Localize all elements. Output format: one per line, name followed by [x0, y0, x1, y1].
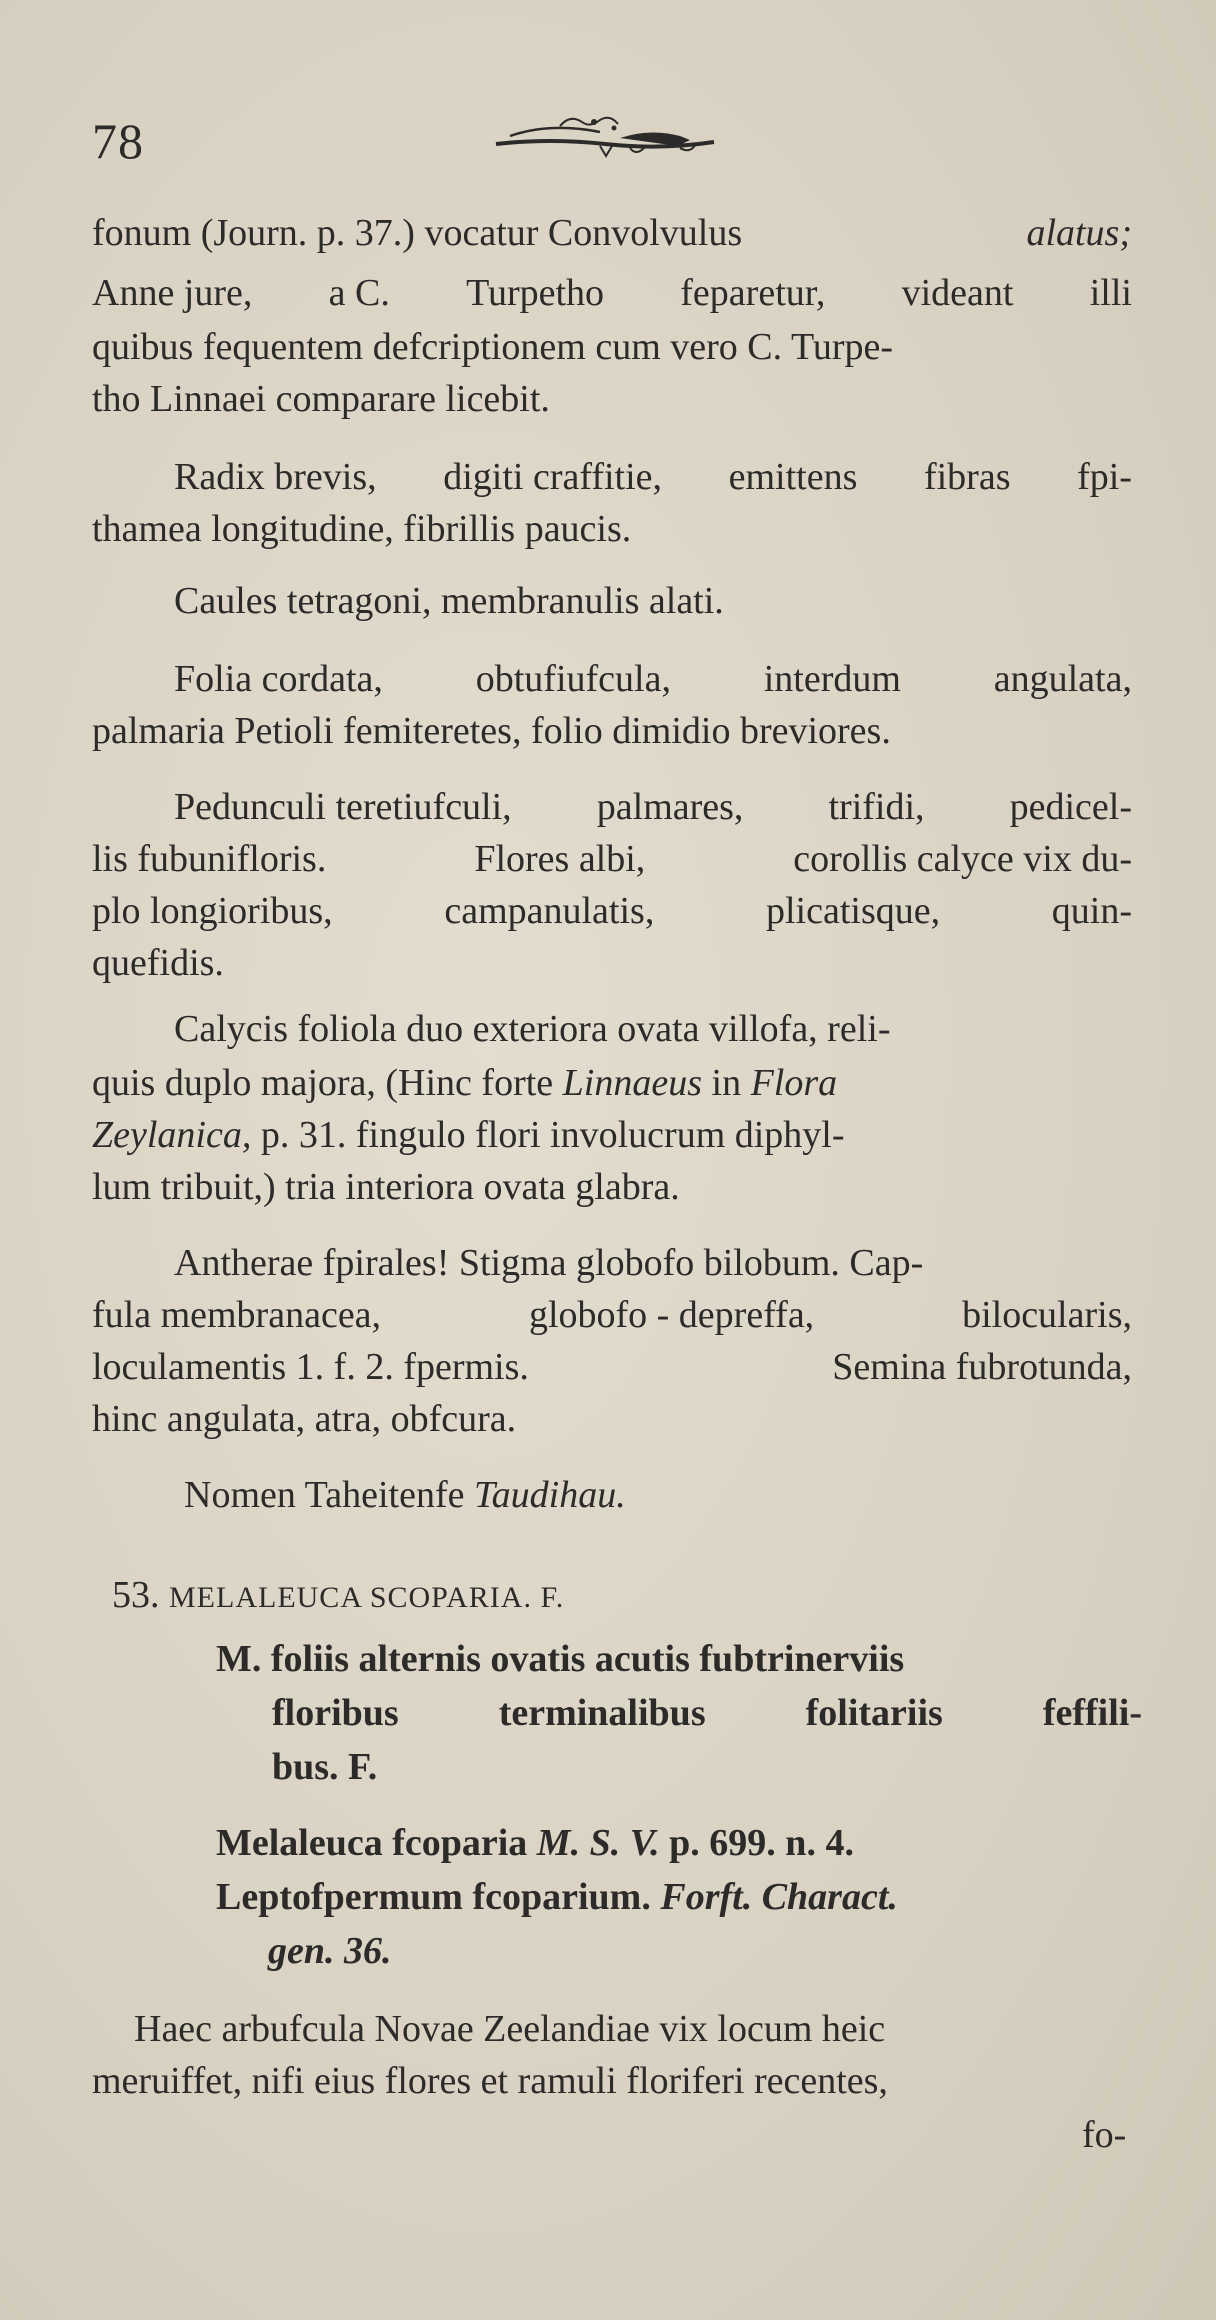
- catchword: fo-: [1082, 2114, 1127, 2156]
- ornament-icon: [490, 108, 720, 160]
- page-number: 78: [92, 113, 144, 169]
- synonym-line: Melaleuca fcoparia M. S. V. p. 699. n. 4.: [216, 1822, 854, 1864]
- text-line: Haec arbufcula Novae Zeelandiae vix locum heic: [134, 2008, 886, 2050]
- diagnosis-line: floribus terminalibus folitariis feffili-: [272, 1692, 1142, 1734]
- text-line: Nomen Taheitenfe Taudihau.: [184, 1474, 626, 1516]
- text-line: lis fubunifloris. Flores albi, corollis calyce vix du-: [92, 838, 1132, 880]
- text-line: Folia cordata, obtufiufcula, interdum angulata,: [174, 658, 1132, 700]
- text-line: hinc angulata, atra, obfcura.: [92, 1398, 517, 1440]
- text-line: lum tribuit,) tria interiora ovata glabra.: [92, 1166, 680, 1208]
- diagnosis-line: bus. F.: [272, 1746, 378, 1788]
- text-line: plo longioribus, campanulatis, plicatisque, quin-: [92, 890, 1132, 932]
- text-line: Radix brevis, digiti craffitie, emittens fibras fpi-: [174, 456, 1132, 498]
- text-line: thamea longitudine, fibrillis paucis.: [92, 508, 632, 550]
- text-line: quefidis.: [92, 942, 224, 984]
- text-line: loculamentis 1. f. 2. fpermis. Semina fubrotunda,: [92, 1346, 1132, 1388]
- text-line: meruiffet, nifi eius flores et ramuli floriferi recentes,: [92, 2060, 888, 2102]
- text-line: Calycis foliola duo exteriora ovata villofa, reli-: [174, 1008, 891, 1050]
- text-line: quis duplo majora, (Hinc forte Linnaeus in Flora: [92, 1062, 838, 1104]
- entry-heading: 53. MELALEUCA SCOPARIA. F.: [112, 1574, 565, 1616]
- diagnosis-line: M. foliis alternis ovatis acutis fubtrinerviis: [216, 1638, 905, 1680]
- text-line: quibus fequentem defcriptionem cum vero C. Turpe-: [92, 326, 894, 368]
- synonym-line: Leptofpermum fcoparium. Forft. Charact.: [216, 1876, 898, 1918]
- text-line: Anne jure, a C. Turpetho feparetur, videant illi: [92, 272, 1132, 314]
- text-line: palmaria Petioli femiteretes, folio dimidio breviores.: [92, 710, 891, 752]
- text-line: Caules tetragoni, membranulis alati.: [174, 580, 724, 622]
- text-line: Pedunculi teretiufculi, palmares, trifidi, pedicel-: [174, 786, 1132, 828]
- text-line: fula membranacea, globofo - depreffa, bilocularis,: [92, 1294, 1132, 1336]
- synonym-line: gen. 36.: [268, 1930, 392, 1972]
- text-line: Zeylanica, p. 31. fingulo flori involucrum diphyl-: [92, 1114, 845, 1156]
- text-line: tho Linnaei comparare licebit.: [92, 378, 550, 420]
- text-line: fonum (Journ. p. 37.) vocatur Convolvulus alatus;: [92, 212, 1132, 254]
- text-line: Antherae fpirales! Stigma globofo bilobum. Cap-: [174, 1242, 924, 1284]
